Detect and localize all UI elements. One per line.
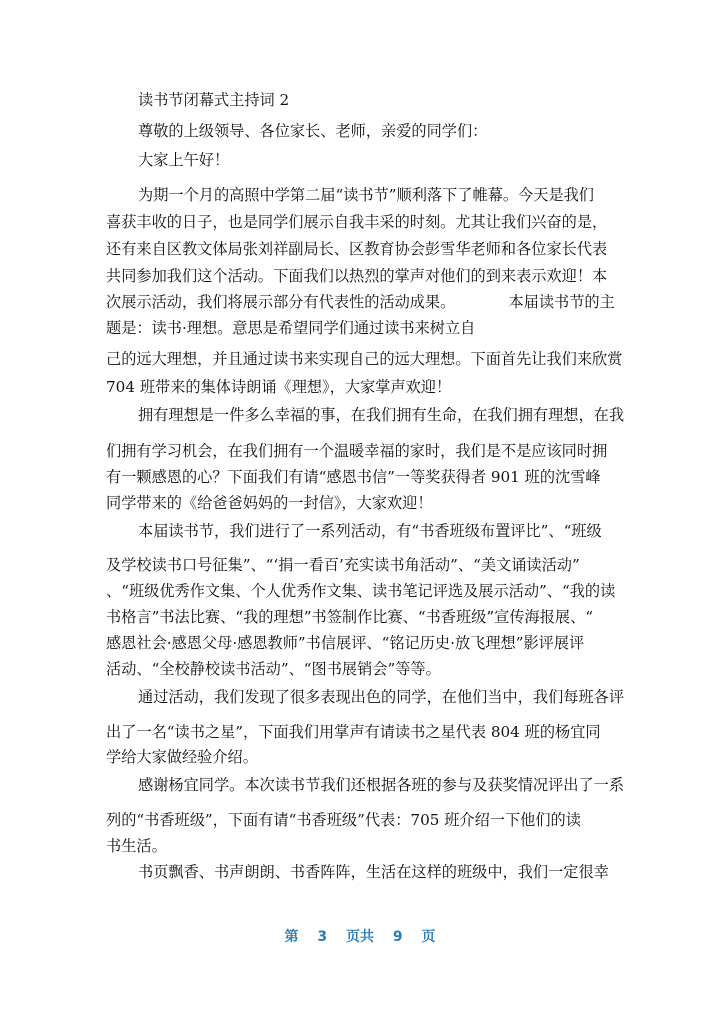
text-line: 书页飘香、书声朗朗、书香阵阵，生活在这样的班级中，我们一定很幸 xyxy=(138,863,609,881)
text-line: 及学校读书口号征集”、“‘捐一看百’充实读书角活动”、“美文诵读活动” xyxy=(106,556,580,574)
text-line: 书格言”书法比赛、“我的理想”书签制作比赛、“书香班级”宣传海报展、“ xyxy=(106,608,594,626)
text-line: 还有来自区教文体局张刘祥副局长、区教育协会彭雪华老师和各位家长代表 xyxy=(106,240,608,258)
page-number: 3 xyxy=(317,929,328,945)
total-label: 页共 xyxy=(346,929,374,945)
text-line: 大家上午好！ xyxy=(138,151,230,169)
page-suffix: 页 xyxy=(421,929,436,945)
page-footer xyxy=(0,926,720,946)
text-line: 书生活。 xyxy=(106,837,167,855)
text-line: 、“班级优秀作文集、个人优秀作文集、读书笔记评选及展示活动”、“我的读 xyxy=(106,582,616,600)
text-line: 们拥有学习机会，在我们拥有一个温暖幸福的家时，我们是不是应该同时拥 xyxy=(106,442,608,460)
text-line: 感谢杨宜同学。本次读书节我们还根据各班的参与及获奖情况评出了一系 xyxy=(138,776,624,794)
text-line: 出了一名“读书之星”，下面我们用掌声有请读书之星代表 804 班的杨宜同 xyxy=(106,723,601,741)
document-title: 读书节闭幕式主持词 2 xyxy=(138,91,290,109)
total-pages: 9 xyxy=(392,929,403,945)
text-line: 己的远大理想，并且通过读书来实现自己的远大理想。下面首先让我们来欣赏 xyxy=(106,350,623,368)
text-line: 为期一个月的高照中学第二届“读书节”顺利落下了帷幕。今天是我们 xyxy=(138,186,594,204)
text-line: 704 班带来的集体诗朗诵《理想》，大家掌声欢迎！ xyxy=(106,378,452,396)
text-line: 通过活动，我们发现了很多表现出色的同学，在他们当中，我们每班各评 xyxy=(138,688,624,706)
text-line: 感恩社会·感恩父母·感恩教师”书信展评、“铭记历史·放飞理想”影评展评 xyxy=(106,634,585,652)
text-line: 喜获丰收的日子，也是同学们展示自我丰采的时刻。尤其让我们兴奋的是， xyxy=(106,213,608,231)
text-line: 共同参加我们这个活动。下面我们以热烈的掌声对他们的到来表示欢迎！本 xyxy=(106,267,608,285)
text-line: 列的“书香班级”，下面有请“书香班级”代表：705 班介绍一下他们的读 xyxy=(106,811,581,829)
text-line: 拥有理想是一件多么幸福的事，在我们拥有生命，在我们拥有理想，在我 xyxy=(138,406,624,424)
text-line: 次展示活动，我们将展示部分有代表性的活动成果。 本届读书节的主 xyxy=(106,293,615,311)
text-line: 本届读书节，我们进行了一系列活动，有“书香班级布置评比”、“班级 xyxy=(138,522,602,540)
text-line: 有一颗感恩的心？下面我们有请“感恩书信”一等奖获得者 901 班的沈雪峰 xyxy=(106,468,601,486)
text-line: 题是：读书·理想。意思是希望同学们通过读书来树立自 xyxy=(106,319,476,337)
text-line: 学给大家做经验介绍。 xyxy=(106,748,258,766)
page-label: 第 xyxy=(284,929,299,945)
text-line: 活动、“全校静校读书活动”、“图书展销会”等等。 xyxy=(106,660,441,678)
text-line: 同学带来的《给爸爸妈妈的一封信》，大家欢迎！ xyxy=(106,494,433,512)
text-line: 尊敬的上级领导、各位家长、老师，亲爱的同学们： xyxy=(138,122,488,140)
